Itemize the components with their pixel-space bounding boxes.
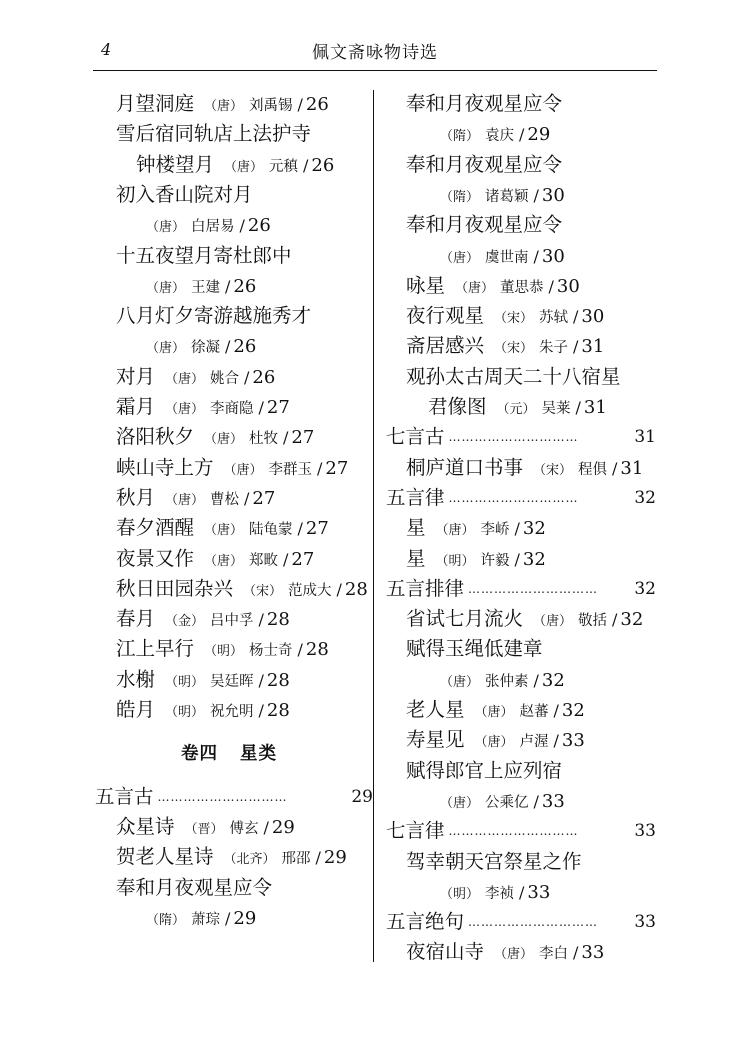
slash-separator: /: [225, 908, 231, 928]
dynasty: （明）: [204, 644, 244, 660]
dynasty: （唐）: [474, 705, 514, 720]
dynasty: （唐）: [440, 795, 480, 811]
leader-dots: …………………………: [448, 430, 579, 445]
section-heading: [386, 422, 656, 452]
author-name: 李群玉: [268, 461, 313, 478]
slash-separator: /: [263, 817, 269, 837]
page-ref: 26: [252, 366, 276, 388]
toc-entry: [116, 665, 290, 695]
slash-separator: /: [244, 488, 250, 508]
dynasty: （隋）: [440, 129, 480, 145]
author-name: 徐凝: [191, 340, 221, 357]
toc-entry: [116, 842, 347, 872]
toc-entry: [406, 150, 562, 180]
slash-separator: /: [573, 307, 579, 327]
author-name: 范成大: [288, 582, 332, 599]
toc-entry: [406, 634, 543, 664]
toc-entry-continuation: [430, 665, 565, 695]
page-ref: 33: [581, 942, 605, 964]
page-ref: 27: [252, 487, 276, 509]
author-name: 苏轼: [539, 310, 569, 327]
page-ref: 32: [561, 700, 585, 721]
leader-dots: …………………………: [468, 581, 599, 596]
section-page: 33: [634, 821, 656, 842]
dynasty: （宋）: [243, 583, 283, 599]
poem-title: 春夕酒醒: [116, 516, 195, 540]
poem-title: 春月: [116, 607, 156, 631]
poem-title: 十五夜望月寄杜郎中: [116, 243, 292, 267]
dynasty: （元）: [496, 402, 536, 417]
toc-entry: [406, 89, 562, 119]
author-name: 邢邵: [281, 851, 311, 868]
dynasty: （唐）: [224, 159, 264, 175]
author-name: 李商隐: [210, 401, 254, 417]
poem-title: 驾幸朝天宫祭星之作: [406, 849, 582, 873]
section-heading: [95, 782, 373, 812]
page-ref: 27: [266, 397, 290, 418]
author-name: 公乘亿: [485, 794, 529, 811]
page-ref: 26: [305, 94, 329, 115]
page-ref: 27: [291, 548, 315, 570]
slash-separator: /: [317, 458, 323, 478]
dynasty: （明）: [440, 886, 480, 902]
page-ref: 27: [325, 457, 349, 479]
dynasty: （金）: [165, 614, 205, 630]
header-rule: [93, 70, 657, 71]
dynasty: （明）: [165, 674, 205, 690]
author-name: 郑畋: [249, 552, 279, 569]
author-name: 王建: [191, 279, 221, 296]
section-heading: [386, 816, 656, 846]
toc-entry: [406, 362, 621, 392]
toc-entry: [116, 422, 314, 452]
poem-title: 奉和月夜观星应令: [406, 213, 563, 237]
dynasty: （唐）: [494, 947, 534, 963]
page-ref: 30: [541, 184, 565, 206]
page-ref: 28: [344, 578, 368, 600]
slash-separator: /: [283, 428, 289, 448]
slash-separator: /: [514, 519, 520, 539]
page-ref: 31: [581, 336, 605, 358]
dynasty: （唐）: [165, 492, 205, 508]
toc-entry-continuation: [136, 271, 256, 301]
author-name: 傅玄: [229, 820, 259, 837]
toc-entry-continuation: [430, 786, 565, 816]
toc-entry: [116, 604, 290, 634]
toc-entry-continuation: [430, 241, 565, 271]
poem-title: 洛阳秋夕: [116, 425, 195, 449]
toc-entry: [116, 634, 329, 664]
slash-separator: /: [612, 610, 618, 630]
dynasty: （宋）: [494, 341, 534, 357]
slash-separator: /: [533, 670, 539, 690]
toc-entry-continuation: [136, 903, 256, 933]
poem-title: 对月: [116, 364, 156, 388]
toc-entry: [116, 180, 253, 210]
dynasty: （唐）: [474, 735, 514, 751]
author-name: 吴廷晖: [210, 673, 254, 690]
toc-entry-continuation: [430, 877, 550, 907]
author-name: 诸葛颖: [485, 188, 529, 205]
page-ref: 30: [581, 306, 605, 328]
leader-dots: …………………………: [468, 915, 599, 930]
dynasty: （唐）: [533, 614, 573, 630]
toc-entry: [406, 210, 562, 240]
page-ref: 31: [620, 457, 644, 479]
dynasty: （唐）: [455, 280, 495, 296]
toc-entry: [406, 453, 643, 483]
section-title: 七言律: [386, 819, 445, 843]
author-name: 元稹: [269, 158, 299, 175]
poem-title: 赋得玉绳低建章: [406, 637, 543, 661]
toc-entry: [406, 847, 582, 877]
toc-entry-continuation: [136, 210, 271, 240]
poem-title: 赋得郎官上应列宿: [406, 758, 563, 782]
dynasty: （北齐）: [223, 852, 276, 868]
toc-entry: [116, 483, 275, 513]
author-name: 许毅: [480, 552, 510, 569]
dynasty: （宋）: [533, 462, 573, 478]
toc-entry: [406, 725, 585, 755]
page-ref: 33: [541, 790, 565, 812]
dynasty: （唐）: [165, 371, 205, 387]
section-title: 五言古: [95, 784, 154, 808]
page-ref: 26: [233, 275, 257, 297]
toc-entry: [116, 119, 311, 149]
toc-entry: [406, 301, 604, 331]
slash-separator: /: [573, 943, 579, 963]
slash-separator: /: [303, 155, 309, 175]
author-name: 李峤: [480, 522, 510, 539]
slash-separator: /: [225, 337, 231, 357]
page-ref: 28: [266, 609, 290, 631]
dynasty: （唐）: [435, 523, 475, 539]
author-name: 张仲素: [485, 673, 529, 690]
volume-heading: [181, 739, 277, 769]
slash-separator: /: [575, 398, 581, 417]
dynasty: （唐）: [146, 220, 186, 236]
poem-title: 众星诗: [116, 814, 175, 838]
page-ref: 26: [247, 215, 271, 237]
toc-entry-continuation: [430, 180, 565, 210]
poem-title: 奉和月夜观星应令: [116, 875, 273, 899]
page-ref: 29: [527, 124, 551, 146]
dynasty: （唐）: [146, 280, 186, 296]
author-name: 卢渥: [519, 734, 549, 751]
author-name: 白居易: [191, 219, 235, 236]
slash-separator: /: [258, 670, 264, 690]
dynasty: （唐）: [440, 674, 480, 690]
slash-separator: /: [612, 458, 618, 478]
poem-title: 星: [406, 546, 426, 570]
toc-entry: [406, 544, 546, 574]
poem-title: 斋居感兴: [406, 334, 485, 358]
poem-title: 老人星: [406, 698, 465, 721]
slash-separator: /: [519, 882, 525, 902]
leader-dots: …………………………: [448, 490, 579, 505]
dynasty: （唐）: [165, 402, 205, 417]
slash-separator: /: [548, 276, 554, 296]
poem-title: 水榭: [116, 667, 156, 691]
poem-title: 秋月: [116, 485, 156, 509]
toc-entry: [116, 544, 314, 574]
author-name: 李祯: [485, 885, 515, 902]
page-ref: 32: [522, 518, 546, 540]
author-name: 敬括: [578, 613, 608, 630]
author-name: 萧琮: [191, 911, 221, 928]
author-name: 虞世南: [485, 249, 529, 266]
page-ref: 28: [266, 669, 290, 691]
slash-separator: /: [283, 549, 289, 569]
dynasty: （唐）: [440, 250, 480, 266]
poem-title: 初入香山院对月: [116, 182, 253, 206]
volume-name: 星类: [240, 744, 277, 765]
section-title: 七言古: [386, 425, 445, 449]
toc-entry-continuation: [430, 119, 550, 149]
author-name: 程俱: [578, 461, 608, 478]
poem-title: 江上早行: [116, 637, 195, 661]
page-ref: 33: [527, 881, 551, 903]
dynasty: （隋）: [440, 189, 480, 205]
toc-entry: [116, 873, 272, 903]
toc-entry: [116, 301, 311, 331]
toc-entry: [116, 89, 329, 119]
toc-entry: [116, 362, 275, 392]
dynasty: （隋）: [146, 912, 186, 928]
dynasty: （唐）: [223, 462, 263, 478]
author-name: 祝允明: [210, 704, 254, 720]
dynasty: （明）: [435, 553, 475, 569]
page-ref: 27: [305, 518, 329, 540]
toc-entry: [428, 392, 607, 422]
slash-separator: /: [315, 848, 321, 868]
section-title: 五言排律: [386, 576, 465, 600]
page-ref: 30: [541, 245, 565, 267]
page-ref: 29: [271, 816, 295, 838]
poem-title: 夜景又作: [116, 546, 195, 570]
slash-separator: /: [533, 246, 539, 266]
poem-title: 省试七月流火: [406, 607, 524, 631]
author-name: 李白: [539, 946, 569, 963]
slash-separator: /: [297, 519, 303, 539]
volume-number: 卷四: [181, 744, 218, 765]
slash-separator: /: [297, 640, 303, 660]
poem-title: 桐庐道口书事: [406, 455, 524, 479]
toc-entry: [116, 574, 368, 604]
dynasty: （宋）: [494, 311, 534, 327]
poem-title: 君像图: [428, 395, 487, 418]
page-ref: 26: [233, 336, 257, 358]
toc-entry: [136, 150, 334, 180]
slash-separator: /: [258, 610, 264, 630]
section-page: 32: [634, 578, 656, 599]
poem-title: 寿星见: [406, 728, 465, 752]
toc-entry: [406, 604, 643, 634]
leader-dots: …………………………: [157, 789, 288, 804]
section-page: 29: [351, 786, 373, 807]
leader-dots: …………………………: [448, 824, 579, 839]
page-ref: 26: [311, 154, 335, 176]
slash-separator: /: [225, 276, 231, 296]
dynasty: （晋）: [184, 821, 224, 837]
dynasty: （唐）: [204, 432, 244, 448]
slash-separator: /: [258, 398, 264, 417]
author-name: 赵蕃: [519, 704, 549, 720]
poem-title: 夜宿山寺: [406, 940, 485, 964]
column-divider: [373, 90, 374, 962]
toc-entry: [406, 271, 580, 301]
slash-separator: /: [573, 337, 579, 357]
page-ref: 28: [266, 700, 290, 721]
poem-title: 雪后宿同轨店上法护寺: [116, 122, 312, 146]
toc-entry: [116, 392, 290, 422]
section-title: 五言律: [386, 485, 445, 509]
author-name: 姚合: [210, 370, 240, 387]
slash-separator: /: [239, 216, 245, 236]
section-page: 32: [634, 487, 656, 508]
page-ref: 29: [323, 847, 347, 869]
poem-title: 峡山寺上方: [116, 455, 214, 479]
slash-separator: /: [244, 367, 250, 387]
section-title: 五言绝句: [386, 910, 465, 934]
page-number: 4: [101, 40, 112, 59]
author-name: 陆龟蒙: [249, 522, 293, 539]
toc-entry: [116, 241, 292, 271]
slash-separator: /: [514, 549, 520, 569]
page-ref: 30: [556, 275, 580, 297]
section-heading: [386, 483, 656, 513]
toc-entry: [116, 812, 295, 842]
author-name: 杨士奇: [249, 643, 293, 660]
author-name: 吴莱: [541, 401, 571, 417]
slash-separator: /: [336, 579, 342, 599]
running-title: 佩文斋咏物诗选: [312, 43, 438, 63]
poem-title: 咏星: [406, 273, 446, 297]
toc-entry: [406, 695, 585, 725]
author-name: 董思恭: [500, 279, 544, 296]
dynasty: （唐）: [204, 523, 244, 539]
slash-separator: /: [258, 701, 264, 720]
slash-separator: /: [533, 185, 539, 205]
dynasty: （唐）: [204, 99, 244, 114]
poem-title: 奉和月夜观星应令: [406, 92, 563, 115]
poem-title: 皓月: [116, 698, 156, 721]
page-ref: 28: [305, 639, 329, 661]
author-name: 杜牧: [249, 431, 279, 448]
slash-separator: /: [297, 95, 303, 114]
section-page: 33: [634, 912, 656, 933]
slash-separator: /: [553, 701, 559, 720]
slash-separator: /: [533, 791, 539, 811]
dynasty: （唐）: [146, 341, 186, 357]
poem-title: 八月灯夕寄游越施秀才: [116, 304, 312, 328]
poem-title: 霜月: [116, 395, 156, 418]
toc-entry: [406, 513, 546, 543]
toc-entry: [406, 756, 562, 786]
author-name: 吕中孚: [210, 613, 254, 630]
poem-title: 奉和月夜观星应令: [406, 152, 563, 176]
page-ref: 32: [522, 548, 546, 570]
dynasty: （明）: [165, 705, 205, 720]
page-ref: 33: [561, 730, 585, 752]
author-name: 曹松: [210, 491, 240, 508]
poem-title: 贺老人星诗: [116, 845, 214, 869]
toc-entry: [116, 513, 329, 543]
page-ref: 29: [233, 907, 257, 929]
poem-title: 秋日田园杂兴: [116, 576, 234, 600]
toc-entry: [116, 695, 290, 725]
section-page: 31: [634, 427, 656, 448]
author-name: 袁庆: [485, 128, 515, 145]
poem-title: 月望洞庭: [116, 92, 195, 115]
page-ref: 31: [583, 397, 607, 418]
page-ref: 32: [620, 609, 644, 631]
toc-entry-continuation: [136, 331, 256, 361]
dynasty: （唐）: [204, 553, 244, 569]
page-ref: 32: [541, 669, 565, 691]
author-name: 朱子: [539, 340, 569, 357]
poem-title: 钟楼望月: [136, 152, 215, 176]
section-heading: [386, 907, 656, 937]
slash-separator: /: [553, 731, 559, 751]
toc-entry: [406, 937, 604, 967]
page-ref: 27: [291, 427, 315, 449]
author-name: 刘禹锡: [249, 98, 293, 114]
section-heading: [386, 574, 656, 604]
poem-title: 观孙太古周天二十八宿星: [406, 364, 621, 388]
slash-separator: /: [519, 125, 525, 145]
toc-entry: [116, 453, 348, 483]
poem-title: 夜行观星: [406, 304, 485, 328]
poem-title: 星: [406, 516, 426, 540]
toc-entry: [406, 331, 604, 361]
